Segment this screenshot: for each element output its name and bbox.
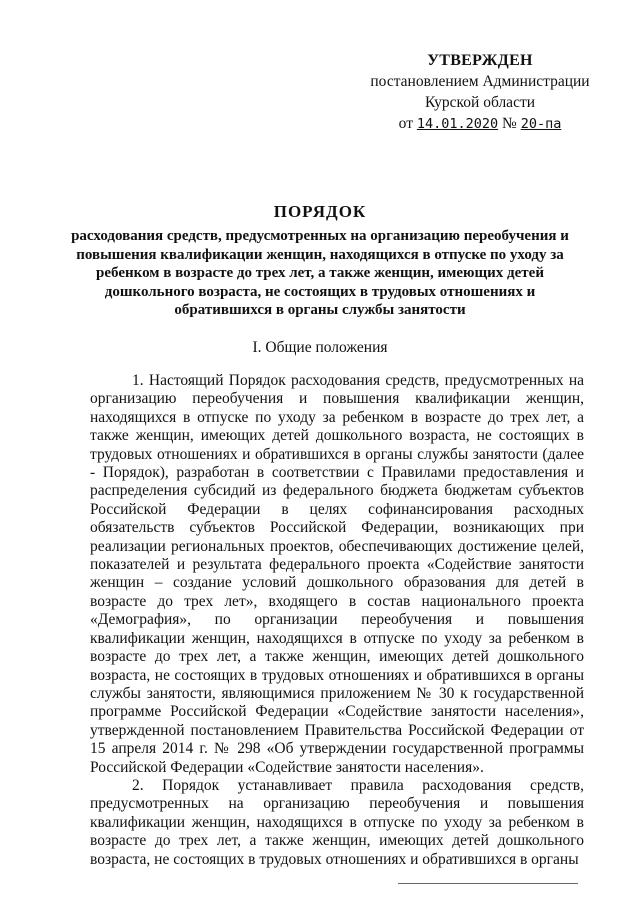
number-prefix: № <box>502 115 517 132</box>
approval-date-number <box>360 113 600 135</box>
approval-block <box>360 50 600 135</box>
section-heading: I. Общие положения <box>252 339 388 356</box>
paragraph-1: 1. Настоящий Порядок расходования средств, предусмотренных на организацию переобучения и повышения квалификации женщин, находящихся в отпуске по уходу за ребенком в возрасте до трех лет, а также женщин, имеющих детей дошкольного возраста, не состоящих в трудовых отношениях и обратившихся в органы службы занятости (далее - Порядок), разработан в соответствии с Правилами предоставления и распределения субсидий из федерального бюджета бюджетам субъектов Российской Федерации в целях софинансирования расходных обязательств субъектов Российской Федерации, возникающих при реализации региональных проектов, обеспечивающих достижение целей, показателей и результата федерального проекта «Содействие занятости женщин – создание условий дошкольного образования для детей в возрасте до трех лет», входящего в состав национального проекта «Демография», по организации переобучения и повышения квалификации женщин, находящихся в отпуске по уходу за ребенком в возрасте до трех лет, а также женщин, имеющих детей дошкольного возраста, не состоящих в трудовых отношениях и обратившихся в органы службы занятости, являющимися приложением № 30 к государственной программе Российской Федерации «Содействие занятости населения», утвержденной постановлением Правительства Российской Федерации от 15 апреля 2014 г. № 298 «Об утверждении государственной программы Российской Федерации «Содействие занятости населения». <box>90 372 584 776</box>
approval-number: 20-па <box>520 116 562 132</box>
approval-line-1: постановлением Администрации <box>370 73 590 90</box>
approval-line-2: Курской области <box>424 94 536 111</box>
document-title <box>70 202 570 320</box>
footer-rule <box>398 883 578 884</box>
title-main: ПОРЯДОК <box>273 202 367 221</box>
document-body <box>90 372 584 869</box>
approval-heading: УТВЕРЖДЕН <box>427 52 533 69</box>
title-subtitle: расходования средств, предусмотренных на организацию переобучения и повышения квалификации женщин, находящихся в отпуске по уходу за ребенком в возрасте до трех лет, а также женщин, имеющих детей дошкольного возраста, не состоящих в трудовых отношениях и обратившихся в органы службы занятости <box>71 228 569 318</box>
approval-date: 14.01.2020 <box>416 116 499 132</box>
paragraph-2: 2. Порядок устанавливает правила расходования средств, предусмотренных на организацию переобучения и повышения квалификации женщин, находящихся в отпуске по уходу за ребенком в возрасте до трех лет, а также женщин, имеющих детей дошкольного возраста, не состоящих в трудовых отношениях и обратившихся в органы <box>90 776 584 868</box>
date-prefix: от <box>398 115 413 132</box>
